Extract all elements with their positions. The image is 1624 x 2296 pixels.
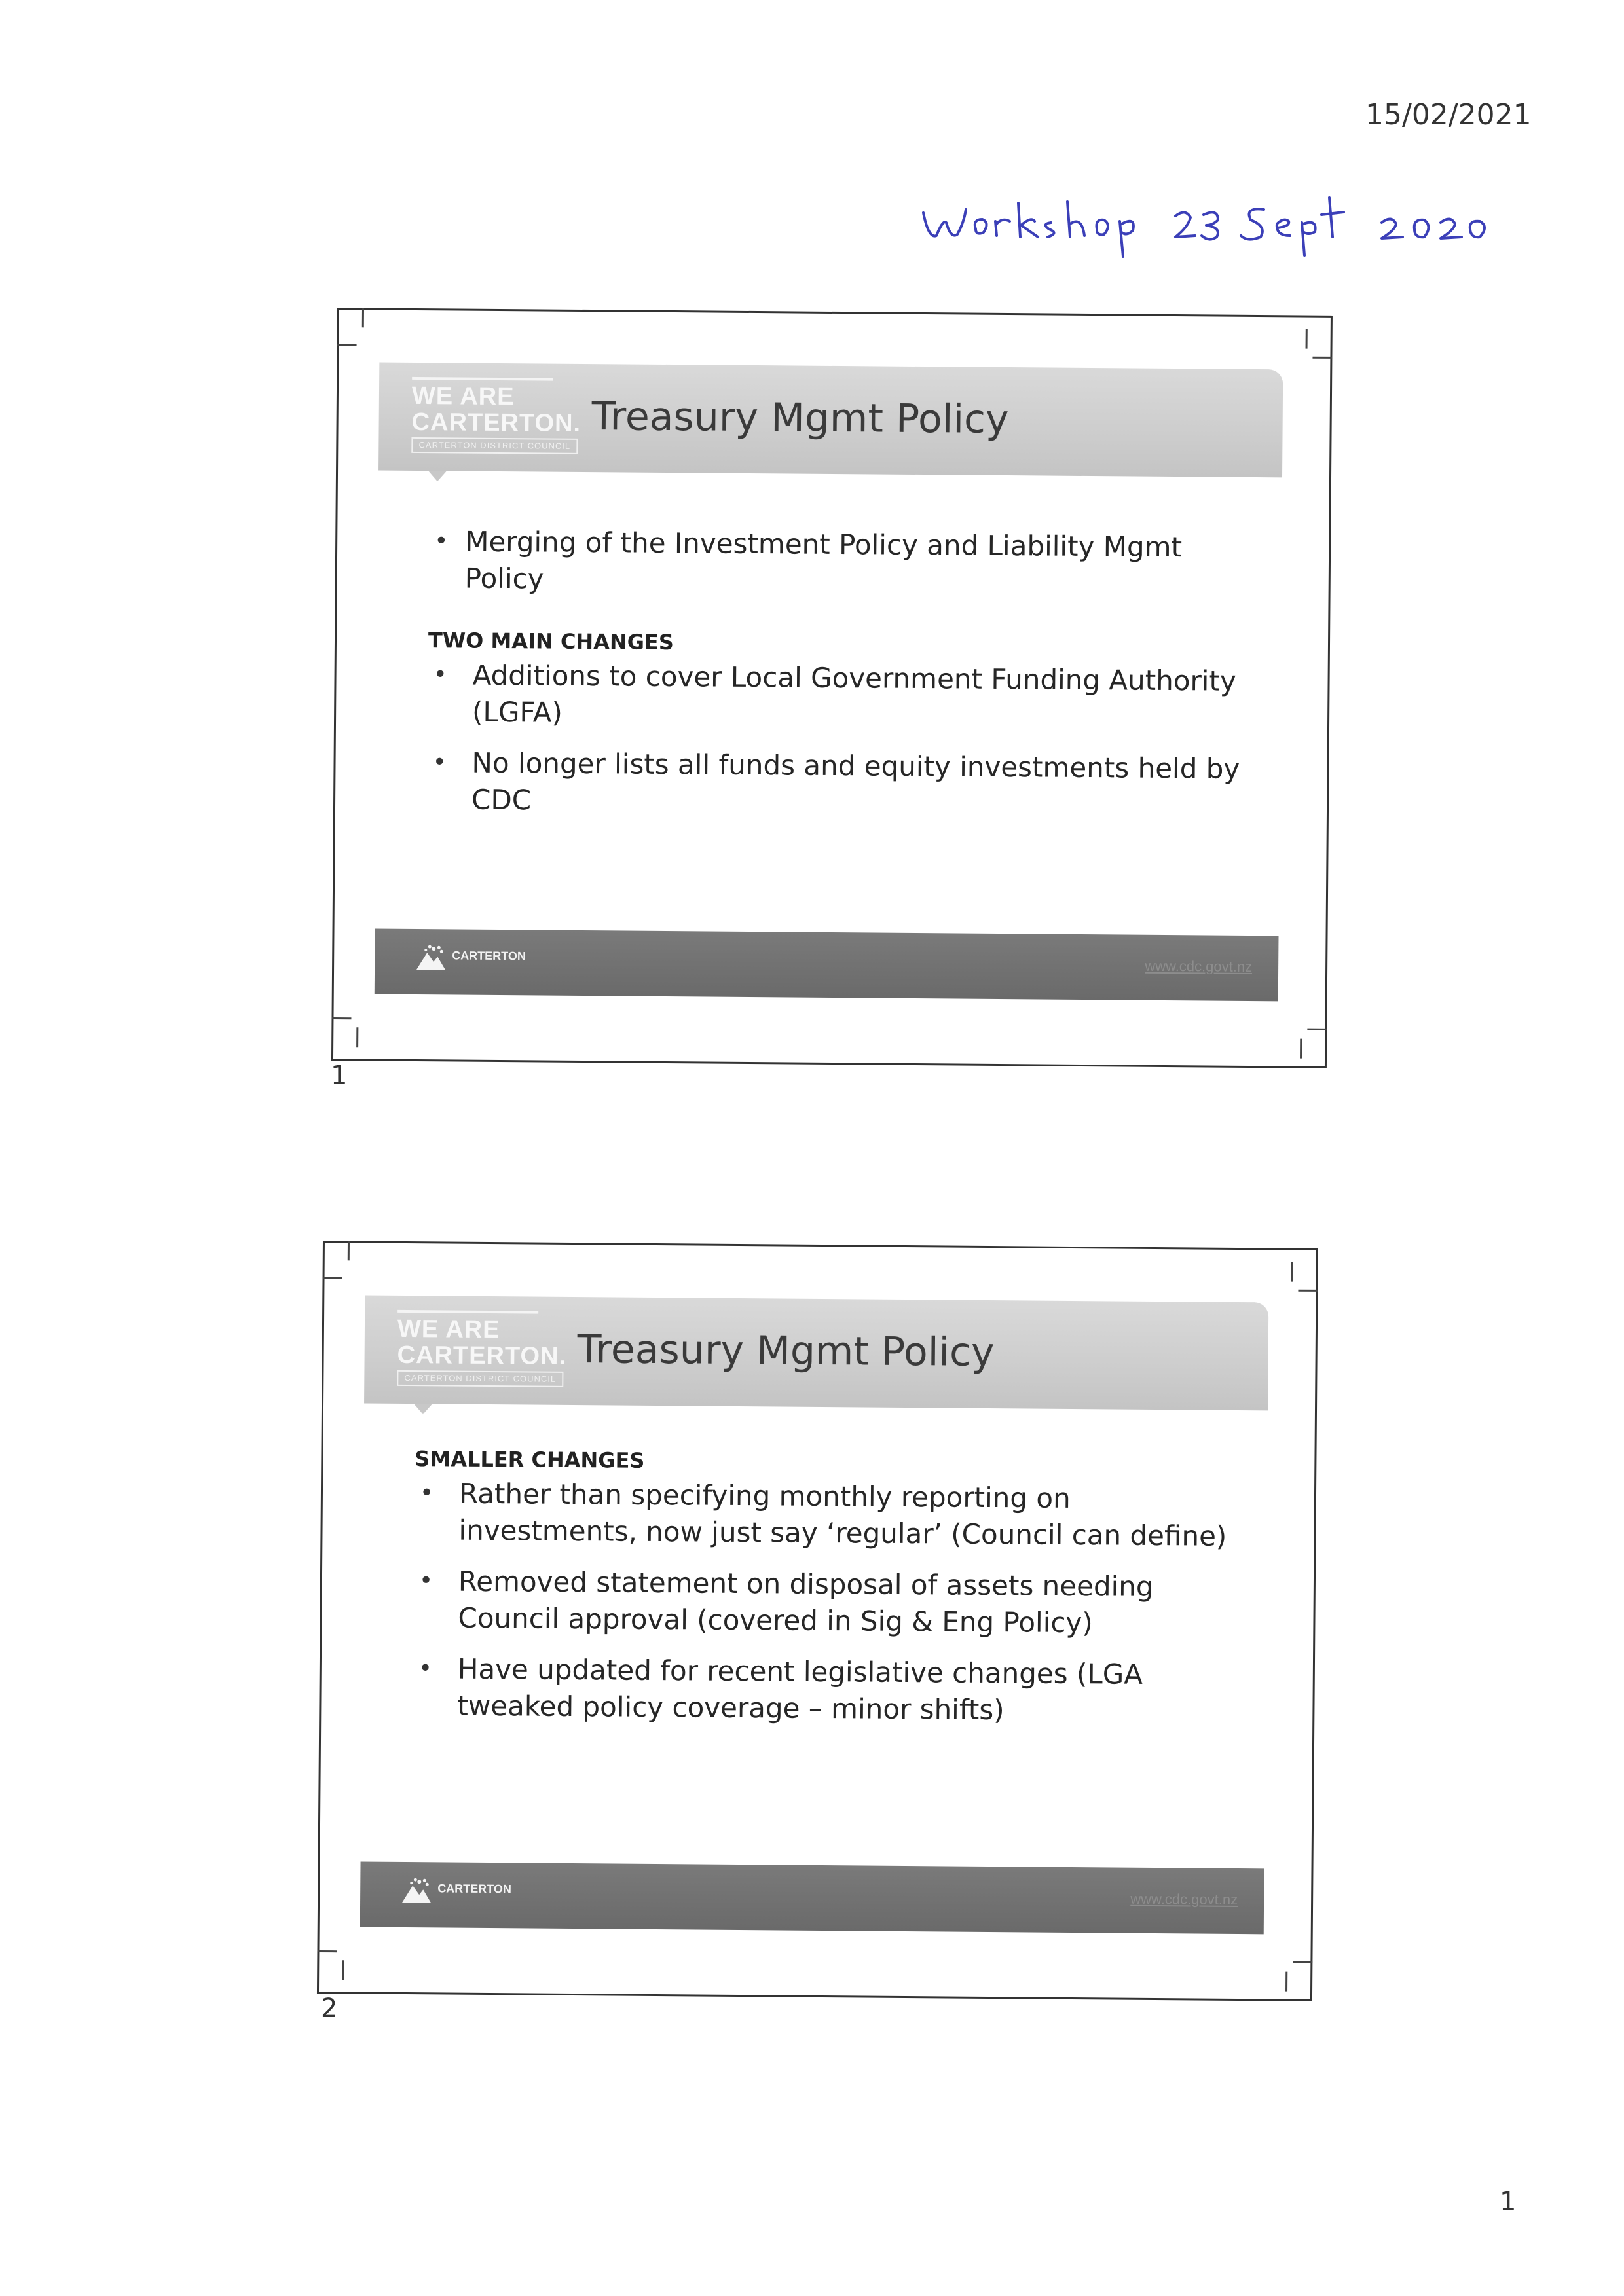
- carterton-emblem-icon: [399, 1876, 434, 1905]
- bullet-icon: •: [418, 1567, 434, 1595]
- slide-number: 2: [321, 1994, 338, 2024]
- crop-mark: [317, 1950, 337, 1952]
- carterton-footer-logo: CARTERTON: [399, 1876, 511, 1916]
- slide-frame-2: [317, 1241, 1318, 2001]
- list-item: • Additions to cover Local Government Funding Authority (LGFA): [428, 657, 1247, 737]
- section-label: TWO MAIN CHANGES: [428, 628, 674, 655]
- crop-mark: [362, 308, 364, 327]
- we-are-carterton-logo: WE ARE CARTERTON. CARTERTON DISTRICT COUNCIL: [411, 377, 579, 460]
- handwritten-annotation: [910, 183, 1500, 262]
- crop-mark: [331, 1017, 351, 1019]
- crop-mark: [1291, 1262, 1293, 1282]
- header-pointer: [428, 471, 447, 481]
- crop-mark: [342, 1960, 344, 1980]
- slide-title: Treasury Mgmt Policy: [591, 393, 1009, 443]
- crop-mark: [1307, 1029, 1327, 1030]
- slide-title: Treasury Mgmt Policy: [577, 1326, 995, 1376]
- print-date: 15/02/2021: [1365, 98, 1532, 132]
- crop-mark: [1306, 329, 1308, 349]
- section-label: SMALLER CHANGES: [415, 1446, 645, 1473]
- crop-mark: [337, 344, 357, 346]
- bullet-icon: •: [432, 749, 447, 776]
- carterton-emblem-icon: [414, 943, 448, 972]
- crop-mark: [348, 1241, 350, 1260]
- carterton-footer-logo: CARTERTON: [414, 943, 525, 983]
- header-pointer: [414, 1404, 432, 1414]
- bullet-icon: •: [434, 528, 449, 555]
- slide-footer: [360, 1861, 1264, 1934]
- bullet-icon: •: [419, 1480, 434, 1507]
- bullet-icon: •: [433, 661, 447, 689]
- crop-mark: [356, 1027, 358, 1047]
- slide-content: [427, 523, 1248, 839]
- slide-number: 1: [331, 1061, 348, 1091]
- slide-header: [378, 363, 1283, 478]
- crop-mark: [1293, 1961, 1312, 1963]
- slide-frame-1: [331, 308, 1333, 1068]
- footer-url-link[interactable]: www.cdc.govt.nz: [1130, 1890, 1238, 1908]
- crop-mark: [1300, 1039, 1302, 1059]
- crop-mark: [1298, 1290, 1318, 1292]
- crop-mark: [323, 1277, 342, 1279]
- list-item: • Have updated for recent legislative changes (LGA tweaked policy coverage – minor shifts): [413, 1650, 1232, 1730]
- list-item: • Rather than specifying monthly reporting on investments, now just say ‘regular’ (Council can define): [414, 1475, 1233, 1555]
- list-item: • No longer lists all funds and equity investments held by CDC: [427, 744, 1246, 824]
- list-item: • Merging of the Investment Policy and Liability Mgmt Policy: [429, 523, 1248, 603]
- crop-mark: [1312, 357, 1332, 359]
- we-are-carterton-logo: WE ARE CARTERTON. CARTERTON DISTRICT COUNCIL: [397, 1310, 564, 1393]
- slide-content: [413, 1446, 1233, 1745]
- crop-mark: [1285, 1972, 1287, 1992]
- page-number: 1: [1500, 2187, 1517, 2217]
- slide-header: [364, 1296, 1268, 1411]
- list-item: • Removed statement on disposal of assets needing Council approval (covered in Sig & Eng Policy): [413, 1563, 1232, 1643]
- slide-footer: [375, 928, 1279, 1001]
- bullet-icon: •: [418, 1655, 433, 1683]
- footer-url-link[interactable]: www.cdc.govt.nz: [1145, 957, 1253, 975]
